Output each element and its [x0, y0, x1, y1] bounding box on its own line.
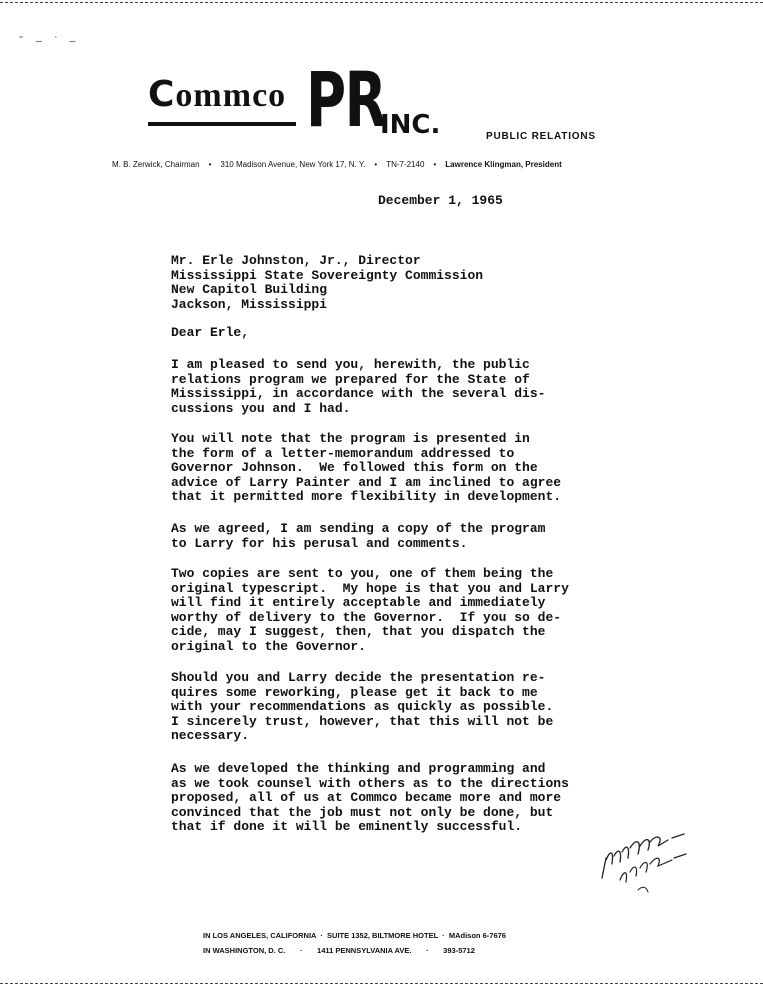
body-line: to Larry for his perusal and comments. [171, 535, 468, 551]
logo-rest: ommco [175, 77, 287, 114]
recipient-address [171, 254, 483, 312]
body-line: relations program we prepared for the State of [171, 371, 530, 387]
body-paragraph-5 [171, 671, 641, 744]
body-line: proposed, all of us at Commco became more and more [171, 790, 562, 806]
body-line: that if done it will be eminently successful. [171, 819, 523, 835]
recipient-line: Mr. Erle Johnston, Jr., Director [171, 253, 421, 268]
letterhead-footer [203, 928, 506, 958]
page-bottom-edge [0, 983, 763, 984]
body-line: as we took counsel with others as to the directions [171, 775, 569, 791]
body-line: that it permitted more flexibility in development. [171, 489, 562, 505]
body-paragraph-3 [171, 522, 641, 551]
body-line: original typescript. My hope is that you and Larry [171, 580, 569, 596]
company-phone: TN-7-2140 [386, 160, 425, 169]
logo-underline [148, 122, 296, 126]
body-line: I am pleased to send you, herewith, the public [171, 357, 530, 372]
handwritten-signature [596, 830, 696, 900]
body-line: I sincerely trust, however, that this will not be [171, 713, 554, 729]
president-name: Lawrence Klingman, President [445, 160, 562, 169]
margin-mark: ˘ ‒ ˋ ‒ [18, 36, 79, 47]
body-line: with your recommendations as quickly as possible. [171, 699, 554, 715]
body-line: Mississippi, in accordance with the several dis- [171, 386, 546, 402]
letterhead-address-line: M. B. Zerwick, Chairman • 310 Madison Avenue, New York 17, N. Y. • TN-7-2140 • Lawrence Klingman, President [112, 160, 562, 169]
chairman-name: M. B. Zerwick, Chairman [112, 160, 200, 169]
company-tagline: PUBLIC RELATIONS [486, 131, 596, 142]
body-line: As we developed the thinking and programming and [171, 761, 546, 776]
footer-line-los-angeles: IN LOS ANGELES, CALIFORNIA · SUITE 1352, BILTMORE HOTEL · MAdison 6-7676 [203, 931, 506, 940]
body-line: necessary. [171, 728, 250, 744]
body-line: Two copies are sent to you, one of them being the [171, 566, 554, 581]
body-line: advice of Larry Painter and I am inclined to agree [171, 474, 562, 490]
company-logo-pr: PR [306, 55, 386, 144]
company-logo-commco [148, 74, 286, 115]
body-paragraph-4 [171, 567, 641, 655]
company-address: 310 Madison Avenue, New York 17, N. Y. [220, 160, 366, 169]
body-line: the form of a letter-memorandum addressed to [171, 445, 515, 461]
logo-initial: C [148, 74, 176, 115]
recipient-line: New Capitol Building [171, 282, 328, 298]
body-line: You will note that the program is presented in [171, 431, 530, 446]
body-line: convinced that the job must not only be done, but [171, 804, 554, 820]
body-line: cussions you and I had. [171, 400, 351, 416]
body-line: cide, may I suggest, then, that you dispatch the [171, 624, 546, 640]
body-paragraph-1 [171, 358, 641, 416]
body-line: will find it entirely acceptable and immediately [171, 595, 546, 611]
company-logo-inc: INC. [380, 110, 441, 140]
recipient-line: Jackson, Mississippi [171, 296, 328, 312]
body-line: worthy of delivery to the Governor. If you so de- [171, 609, 562, 625]
body-paragraph-6 [171, 762, 641, 835]
body-line: quires some reworking, please get it back to me [171, 684, 538, 700]
letter-date: December 1, 1965 [378, 193, 503, 208]
footer-line-washington: IN WASHINGTON, D. C. · 1411 PENNSYLVANIA AVE. · 393-5712 [203, 946, 475, 955]
body-line: Governor Johnson. We followed this form on the [171, 460, 538, 476]
page-top-edge [0, 2, 763, 3]
body-line: original to the Governor. [171, 638, 367, 654]
body-line: As we agreed, I am sending a copy of the program [171, 521, 546, 536]
recipient-line: Mississippi State Sovereignty Commission [171, 267, 484, 283]
salutation: Dear Erle, [171, 325, 250, 340]
body-line: Should you and Larry decide the presentation re- [171, 670, 546, 685]
body-paragraph-2 [171, 432, 641, 505]
